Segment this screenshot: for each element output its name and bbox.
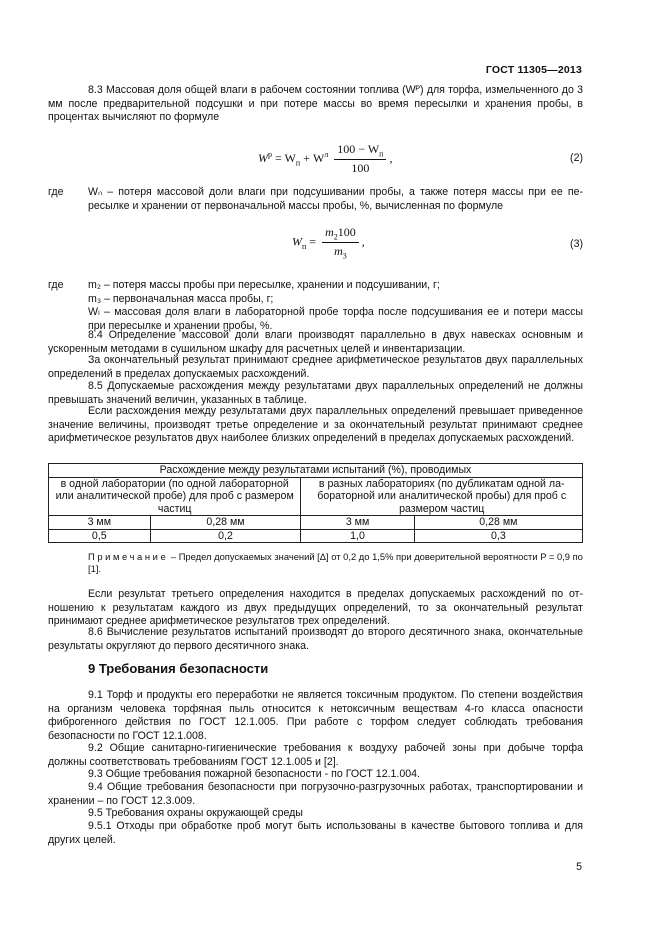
formula-3-number: (3) [570,238,583,250]
paragraph-result: За окончательный результат принимают среднее арифметическое результатов двух параллельных определений в пределах допускаемых расхождений. [48,354,583,380]
table-cell: 0,3 [414,529,582,543]
tolerance-table [48,463,583,543]
definition-m3: m₃ – первоначальная масса пробы, г; [88,292,274,305]
note-label: Примечание [88,551,169,562]
table-cell: 0,28 мм [414,516,582,530]
paragraph-8-5: 8.5 Допускаемые расхождения между результатами двух параллельных определений не должны превышать значений величин, указанных в таблице. [48,380,583,406]
formula-2-number: (2) [570,152,583,164]
table-cell: 1,0 [301,529,414,543]
paragraph-9-5: 9.5 Требования охраны окружающей среды [88,807,303,819]
paragraph-8-3: 8.3 Массовая доля общей влаги в рабочем состоянии топлива (Wᴾ) для торфа, измельченного до 3 мм после предварительной подсушки и при потере массы во время пересылки и хранения пробы, в процентах вычисляют по формуле [48,84,583,124]
paragraph-8-6: 8.6 Вычисление результатов испытаний производят до второго десятичного знака, окончательные результаты округляют до первого десятичного знака. [48,626,583,652]
table-cell: 3 мм [301,516,414,530]
definition-m2: m₂ – потеря массы пробы при пересылке, хранении и подсушивании, г; [88,279,440,291]
paragraph-8-4: 8.4 Определение массовой доли влаги производят параллельно в двух навесках основным и ускоренным методами в сушильном шкафу для расчетных целей и инвентаризации. [48,329,583,355]
table-cell: 0,2 [150,529,301,543]
definition-wp: Wₙ – потеря массовой доли влаги при подсушивании пробы, а также потеря массы при ее пересылке и хранении от первоначальной массы пробы, %, вычисленная по формуле [88,186,583,212]
paragraph-exceed: Если расхождения между результатами двух параллельных определений превышает приведенное значение величины, производят третье определение и за окончательный результат принимают среднее арифметическое результатов двух наиболее близких определений в пределах допускаемых расхождений. [48,405,583,445]
table-row [49,529,583,543]
table-note [88,551,583,576]
definition-wl: Wₗ – массовая доля влаги в лабораторной пробе торфа после подсушивания ее и потери массы при пересылке и хранении пробы, %. [88,306,583,332]
paragraph-9-2: 9.2 Общие санитарно-гигиенические требования к воздуху рабочей зоны при добыче торфа должны соответствовать требованиям ГОСТ 12.1.005 и [2]. [48,742,583,768]
paragraph-9-5-1: 9.5.1 Отходы при обработке проб могут быть использованы в качестве бытового топлива и для других целей. [48,820,583,846]
table-col-same-lab: в одной лаборатории (по одной лабораторной или аналитической пробе) для проб с размером частиц [49,477,301,516]
paragraph-9-1: 9.1 Торф и продукты его переработки не является токсичным продуктом. По степени воздействия на организм человека торфяная пыль относится к нетоксичным веществам 4-го класса опасности фиброгенного действия по ГОСТ 12.1.005. При работе с торфом следует соблюдать требования безопасности по ГОСТ 12.1.008. [48,689,583,742]
paragraph-9-3: 9.3 Общие требования пожарной безопасности - по ГОСТ 12.1.004. [88,768,420,780]
note-text: – Предел допускаемых значений [Δ] от 0,2 до 1,5% при доверительной вероятности P = 0,9 по [1]. [88,551,583,575]
table-title: Расхождение между результатами испытаний (%), проводимых [49,464,583,478]
formula-2: $W^p = W_п + W^л$ $\frac{100 - W_п}{100}$ , [258,142,393,176]
definitions-list [88,279,583,333]
page-number: 5 [576,861,582,873]
paragraph-third-result: Если результат третьего определения находится в пределах допускаемых расхождений по отношению к результатам каждого из двух предыдущих определений, то за окончательный результат принимают среднее арифметическое результатов трех определений. [48,588,583,628]
section-9-title: 9 Требования безопасности [88,661,269,676]
table-row [49,516,583,530]
table-col-diff-lab: в разных лабораториях (по дубликатам одной лабораторной или аналитической пробы) для проб с размером частиц [301,477,583,516]
formula-3: $W_п$ = $\frac{m_2100}{m_3}$ , [292,225,365,261]
document-code: ГОСТ 11305—2013 [485,64,582,76]
where-label: где [48,186,64,198]
paragraph-9-4: 9.4 Общие требования безопасности при погрузочно-разгрузочных работах, транспортировании и хранении – по ГОСТ 12.3.009. [48,781,583,807]
where-label-2: где [48,279,64,291]
table-cell: 3 мм [49,516,151,530]
table-cell: 0,28 мм [150,516,301,530]
table-cell: 0,5 [49,529,151,543]
